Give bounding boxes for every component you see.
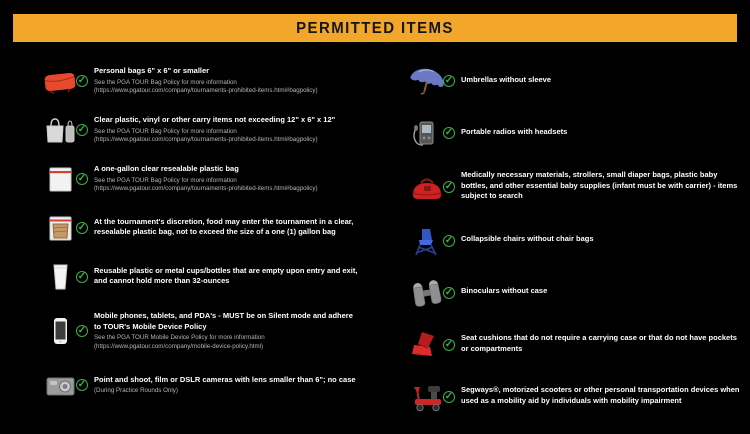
- item-policy-link: (https://www.pgatour.com/company/tournaments-prohibited-items.html#bagpolicy): [94, 87, 318, 95]
- mobility-scooter-icon: [407, 382, 453, 412]
- item-subtitle: See the PGA TOUR Bag Policy for more information: [94, 127, 237, 135]
- item-title: Reusable plastic or metal cups/bottles that are empty upon entry and exit, and cannot hold more than 32-ounces: [94, 265, 358, 285]
- binoculars-icon: [407, 278, 453, 308]
- check-circle-icon: ✓: [444, 75, 454, 86]
- diaper-bag-icon: [407, 172, 453, 202]
- item-reusable-cups: [40, 262, 362, 292]
- mobile-phone-icon: [40, 316, 86, 346]
- item-title: Binoculars without case: [461, 286, 548, 296]
- personal-bag-icon: [40, 66, 86, 96]
- page-title: PERMITTED ITEMS: [296, 19, 454, 37]
- item-title: Clear plastic, vinyl or other carry items not exceeding 12" x 6" x 12": [94, 115, 336, 125]
- item-title: Portable radios with headsets: [461, 126, 568, 136]
- check-circle-icon: ✓: [77, 271, 87, 282]
- collapsible-chair-icon: [407, 226, 453, 256]
- item-policy-link: (https://www.pgatour.com/company/tournaments-prohibited-items.html#bagpolicy): [94, 136, 318, 144]
- item-title: Personal bags 6" x 6" or smaller: [94, 66, 210, 76]
- item-portable-radios: [407, 118, 740, 148]
- item-subtitle: See the PGA TOUR Bag Policy for more information: [94, 78, 237, 86]
- portable-radio-icon: [407, 118, 453, 148]
- food-bag-icon: [40, 213, 86, 243]
- item-food-in-bag: [40, 213, 362, 243]
- item-title: A one-gallon clear resealable plastic bag: [94, 164, 239, 174]
- item-one-gallon-bag: [40, 164, 362, 194]
- check-circle-icon: ✓: [77, 75, 87, 86]
- check-circle-icon: ✓: [77, 173, 87, 184]
- item-title: Segways®, motorized scooters or other personal transportation devices when used as a mobility aid by individuals with mobility impairment: [461, 385, 740, 405]
- item-baby-supplies: [407, 170, 740, 204]
- item-title: Collapsible chairs without chair bags: [461, 234, 594, 244]
- permitted-items-list: [40, 66, 740, 434]
- check-circle-icon: ✓: [77, 222, 87, 233]
- item-umbrellas: [407, 66, 740, 96]
- item-personal-bags: [40, 66, 362, 96]
- header-bar: [13, 14, 737, 42]
- item-title: Medically necessary materials, strollers, small diaper bags, plastic baby bottles, and other essential baby supplies (infant must be with carrier) - items subject to search: [461, 170, 738, 200]
- item-policy-link: (https://www.pgatour.com/company/mobile-device-policy.html): [94, 342, 264, 350]
- seat-cushion-icon: [407, 330, 453, 360]
- left-column: [40, 66, 362, 434]
- item-collapsible-chairs: [407, 226, 740, 256]
- item-binoculars: [407, 278, 740, 308]
- item-mobile-phones: [40, 311, 362, 351]
- camera-icon: [40, 370, 86, 400]
- item-cameras: [40, 370, 362, 400]
- check-circle-icon: ✓: [444, 390, 454, 402]
- item-title: Umbrellas without sleeve: [461, 74, 552, 84]
- umbrella-icon: [407, 66, 453, 96]
- item-clear-carry-items: [40, 115, 362, 145]
- resealable-bag-icon: [40, 164, 86, 194]
- check-circle-icon: ✓: [444, 180, 454, 192]
- item-subtitle: See the PGA TOUR Bag Policy for more information: [94, 176, 237, 184]
- clear-tote-icon: [40, 115, 86, 145]
- item-title: At the tournament's discretion, food may enter the tournament in a clear, resealable plastic bag, not to exceed the size of a one (1) gallon bag: [94, 216, 354, 236]
- item-policy-link: (https://www.pgatour.com/company/tournaments-prohibited-items.html#bagpolicy): [94, 185, 318, 193]
- check-circle-icon: ✓: [444, 286, 454, 298]
- check-circle-icon: ✓: [77, 124, 87, 135]
- check-circle-icon: ✓: [444, 234, 454, 246]
- right-column: [407, 66, 740, 434]
- reusable-cup-icon: [40, 262, 86, 292]
- item-subtitle: (During Practice Rounds Only): [94, 387, 178, 395]
- check-circle-icon: ✓: [77, 325, 87, 337]
- item-title: Seat cushions that do not require a carrying case or that do not have pockets or compartments: [461, 333, 737, 353]
- item-seat-cushions: [407, 330, 740, 360]
- item-title: Mobile phones, tablets, and PDA's - MUST be on Silent mode and adhere to TOUR's Mobile Device Policy: [94, 311, 353, 331]
- item-title: Point and shoot, film or DSLR cameras with lens smaller than 6"; no case: [94, 374, 356, 384]
- check-circle-icon: ✓: [444, 127, 454, 138]
- check-circle-icon: ✓: [77, 379, 87, 391]
- item-subtitle: See the PGA TOUR Mobile Device Policy for more information: [94, 334, 265, 341]
- check-circle-icon: ✓: [444, 338, 454, 350]
- item-mobility-devices: [407, 382, 740, 412]
